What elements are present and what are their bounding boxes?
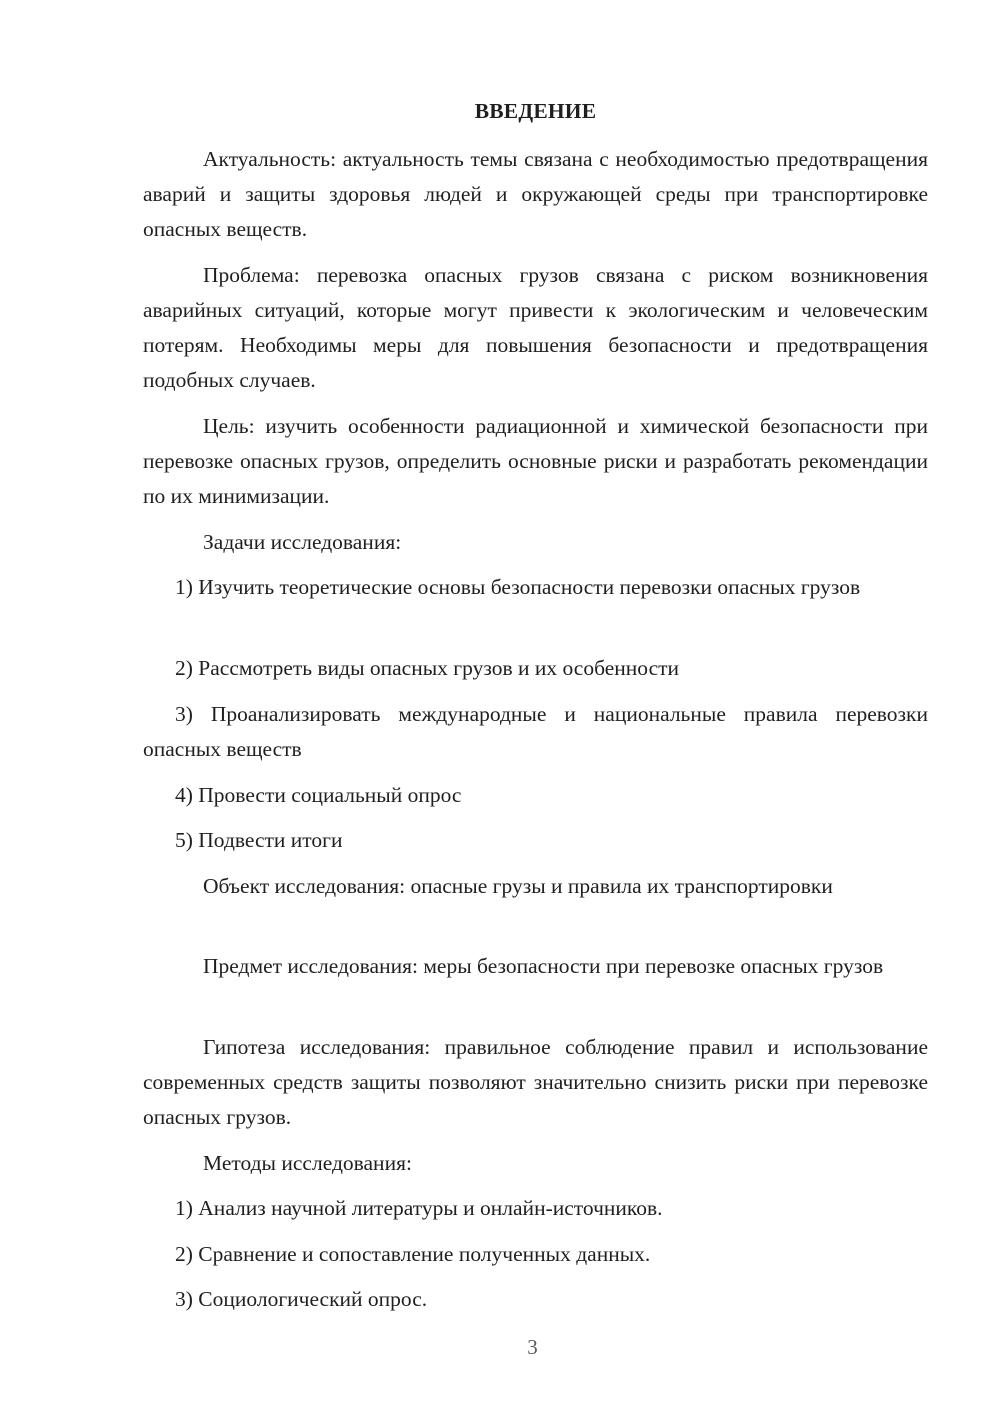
methods-heading: Методы исследования: [203,1151,412,1175]
task-item-3: 3) Проанализировать международные и национальные правила перевозки опасных веществ [143,702,928,761]
problem-paragraph: Проблема: перевозка опасных грузов связана с риском возникновения аварийных ситуаций, которые могут привести к экологическим и человеческим потерям. Необходимы меры для повышения безопасности и предотвращения подобных случаев. [143,263,928,392]
subject-paragraph: Предмет исследования: меры безопасности при перевозке опасных грузов [203,954,884,978]
document-page [143,0,928,1414]
goal-paragraph: Цель: изучить особенности радиационной и химической безопасности при перевозке опасных грузов, определить основные риски и разработать рекомендации по их минимизации. [143,414,928,508]
task-item-2: 2) Рассмотреть виды опасных грузов и их особенности [175,656,680,680]
task-item-1: 1) Изучить теоретические основы безопасности перевозки опасных грузов [175,575,861,599]
method-item-3: 3) Социологический опрос. [175,1287,428,1311]
hypothesis-paragraph: Гипотеза исследования: правильное соблюдение правил и использование современных средств защиты позволяют значительно снизить риски при перевозке опасных грузов. [143,1035,928,1129]
task-item-5: 5) Подвести итоги [175,828,343,852]
object-paragraph: Объект исследования: опасные грузы и правила их транспортировки [203,874,833,898]
method-item-2: 2) Сравнение и сопоставление полученных данных. [175,1242,651,1266]
page-number: 3 [527,1335,538,1359]
relevance-paragraph: Актуальность: актуальность темы связана с необходимостью предотвращения аварий и защиты здоровья людей и окружающей среды при транспортировке опасных веществ. [143,147,928,241]
task-item-4: 4) Провести социальный опрос [175,783,462,807]
method-item-1: 1) Анализ научной литературы и онлайн-источников. [175,1196,663,1220]
tasks-heading: Задачи исследования: [203,530,402,554]
section-heading: ВВЕДЕНИЕ [474,99,597,123]
